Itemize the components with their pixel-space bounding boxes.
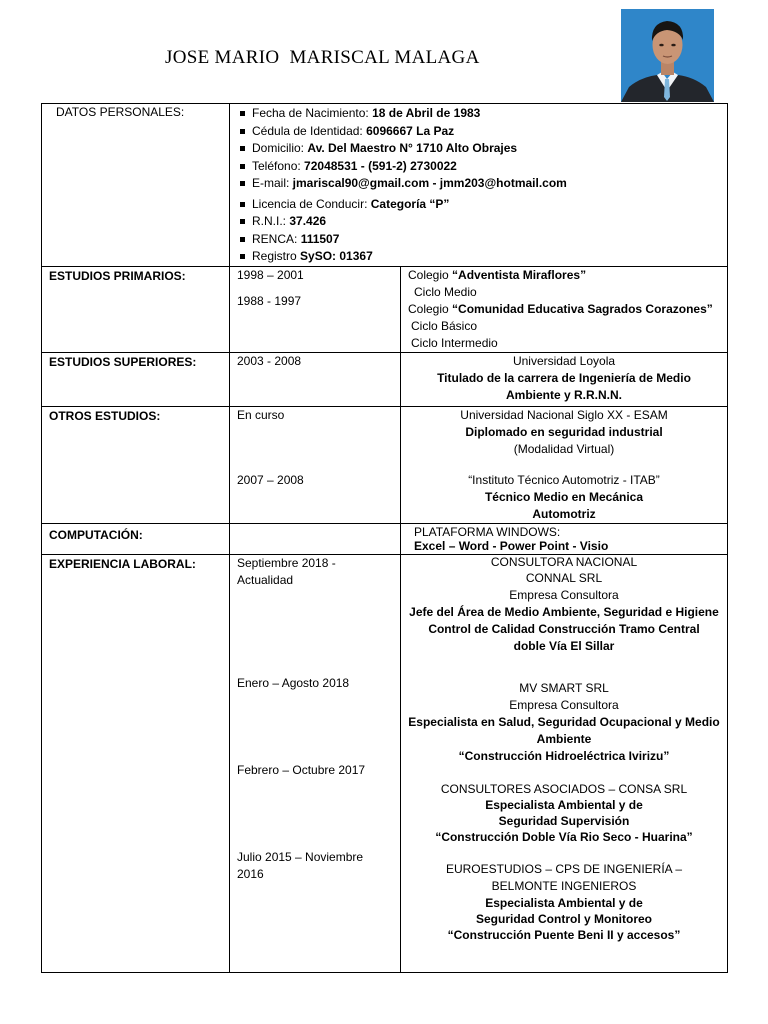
other-details-cell	[401, 406, 728, 523]
personal-data-label: DATOS PERSONALES:	[42, 104, 230, 267]
experience-details-cell	[401, 554, 728, 972]
course-title: Diplomado en seguridad industrial	[465, 424, 663, 439]
other-studies-row	[42, 406, 728, 523]
list-item: Teléfono: 72048531 - (591-2) 2730022	[237, 158, 720, 176]
resume-name: JOSE MARIO MARISCAL MALAGA	[165, 47, 480, 68]
experience-dates-cell	[230, 554, 401, 972]
higher-details-cell	[401, 352, 728, 406]
experience-label: EXPERIENCIA LABORAL:	[42, 554, 230, 972]
job-project: “Construcción Puente Beni II y accesos”	[447, 927, 681, 942]
date-range: Febrero – Octubre 2017	[237, 762, 366, 777]
company-name: EUROESTUDIOS – CPS DE INGENIERÍA – BELMONTE INGENIEROS	[445, 861, 683, 893]
date-range: En curso	[237, 407, 285, 422]
higher-studies-label: ESTUDIOS SUPERIORES:	[42, 352, 230, 406]
computing-label: COMPUTACIÓN:	[42, 523, 230, 554]
software-list: Excel – Word - Power Point - Visio	[414, 538, 609, 553]
list-item: Fecha de Nacimiento: 18 de Abril de 1983	[237, 105, 720, 123]
personal-data-cell	[230, 104, 728, 267]
company-name: CONSULTORES ASOCIADOS – CONSA SRL	[440, 781, 688, 796]
primary-studies-row	[42, 266, 728, 352]
experience-row	[42, 554, 728, 972]
company-type: Empresa Consultora	[509, 697, 619, 712]
primary-studies-label: ESTUDIOS PRIMARIOS:	[42, 266, 230, 352]
job-role: Especialista Ambiental y de Seguridad Supervisión	[485, 797, 643, 828]
primary-dates-cell	[230, 266, 401, 352]
company-type: Empresa Consultora	[509, 587, 619, 602]
personal-data-list	[237, 105, 720, 266]
institution-name: Universidad Nacional Siglo XX - ESAM	[460, 407, 668, 422]
company-name: MV SMART SRL	[519, 680, 609, 695]
school-level: Ciclo Básico	[411, 318, 478, 333]
job-project: Control de Calidad Construcción Tramo Central doble Vía El Sillar	[428, 621, 700, 653]
institution-name: Universidad Loyola	[512, 353, 616, 368]
degree-title: Titulado de la carrera de Ingeniería de Medio Ambiente y R.R.N.N.	[437, 370, 691, 402]
date-range: 2003 - 2008	[230, 352, 401, 406]
company-name: CONSULTORA NACIONAL	[490, 554, 638, 569]
school-name: Colegio “Adventista Miraflores”	[408, 267, 587, 282]
higher-studies-row	[42, 352, 728, 406]
other-dates-cell	[230, 406, 401, 523]
course-title: Técnico Medio en Mecánica Automotriz	[484, 489, 644, 521]
list-item: Cédula de Identidad: 6096667 La Paz	[237, 123, 720, 141]
institution-name: “Instituto Técnico Automotriz - ITAB”	[468, 472, 660, 487]
job-role: Jefe del Área de Medio Ambiente, Seguridad e Higiene	[409, 604, 719, 619]
job-project: “Construcción Doble Vía Rio Seco - Huarina”	[435, 829, 693, 844]
job-entry	[408, 680, 720, 765]
date-range: 2007 – 2008	[237, 472, 304, 487]
computing-details-cell	[401, 523, 728, 554]
school-level: Ciclo Medio	[414, 284, 477, 299]
computing-empty-cell	[230, 523, 401, 554]
primary-details-cell	[401, 266, 728, 352]
school-level: Ciclo Intermedio	[411, 335, 498, 350]
list-item: RENCA: 111507	[237, 231, 720, 249]
school-name: Colegio “Comunidad Educativa Sagrados Corazones”	[408, 301, 713, 316]
resume-table	[41, 103, 728, 973]
personal-data-row	[42, 104, 728, 267]
computing-row	[42, 523, 728, 554]
date-range: 1998 – 2001	[237, 267, 304, 282]
platform-label: PLATAFORMA WINDOWS:	[414, 524, 561, 539]
job-entry	[408, 781, 720, 845]
list-item: R.N.I.: 37.426	[237, 213, 720, 231]
job-project: “Construcción Hidroeléctrica Ivirizu”	[458, 748, 670, 763]
job-role: Especialista en Salud, Seguridad Ocupacional y Medio Ambiente	[408, 714, 720, 746]
job-role: Especialista Ambiental y de Seguridad Control y Monitoreo	[476, 895, 652, 926]
list-item: Registro SySO: 01367	[237, 248, 720, 266]
list-item: Licencia de Conducir: Categoría “P”	[237, 196, 720, 214]
job-entry	[408, 555, 720, 655]
date-range: Julio 2015 – Noviembre 2016	[237, 849, 364, 881]
date-range: Enero – Agosto 2018	[237, 675, 350, 690]
profile-photo	[621, 9, 714, 102]
company-name: CONNAL SRL	[525, 570, 603, 585]
job-entry	[408, 861, 720, 944]
course-note: (Modalidad Virtual)	[513, 441, 615, 456]
list-item: Domicilio: Av. Del Maestro N° 1710 Alto Obrajes	[237, 140, 720, 158]
list-item: E-mail: jmariscal90@gmail.com - jmm203@hotmail.com	[237, 175, 720, 193]
date-range: 1988 - 1997	[237, 293, 302, 308]
other-studies-label: OTROS ESTUDIOS:	[42, 406, 230, 523]
date-range: Septiembre 2018 - Actualidad	[237, 555, 336, 587]
